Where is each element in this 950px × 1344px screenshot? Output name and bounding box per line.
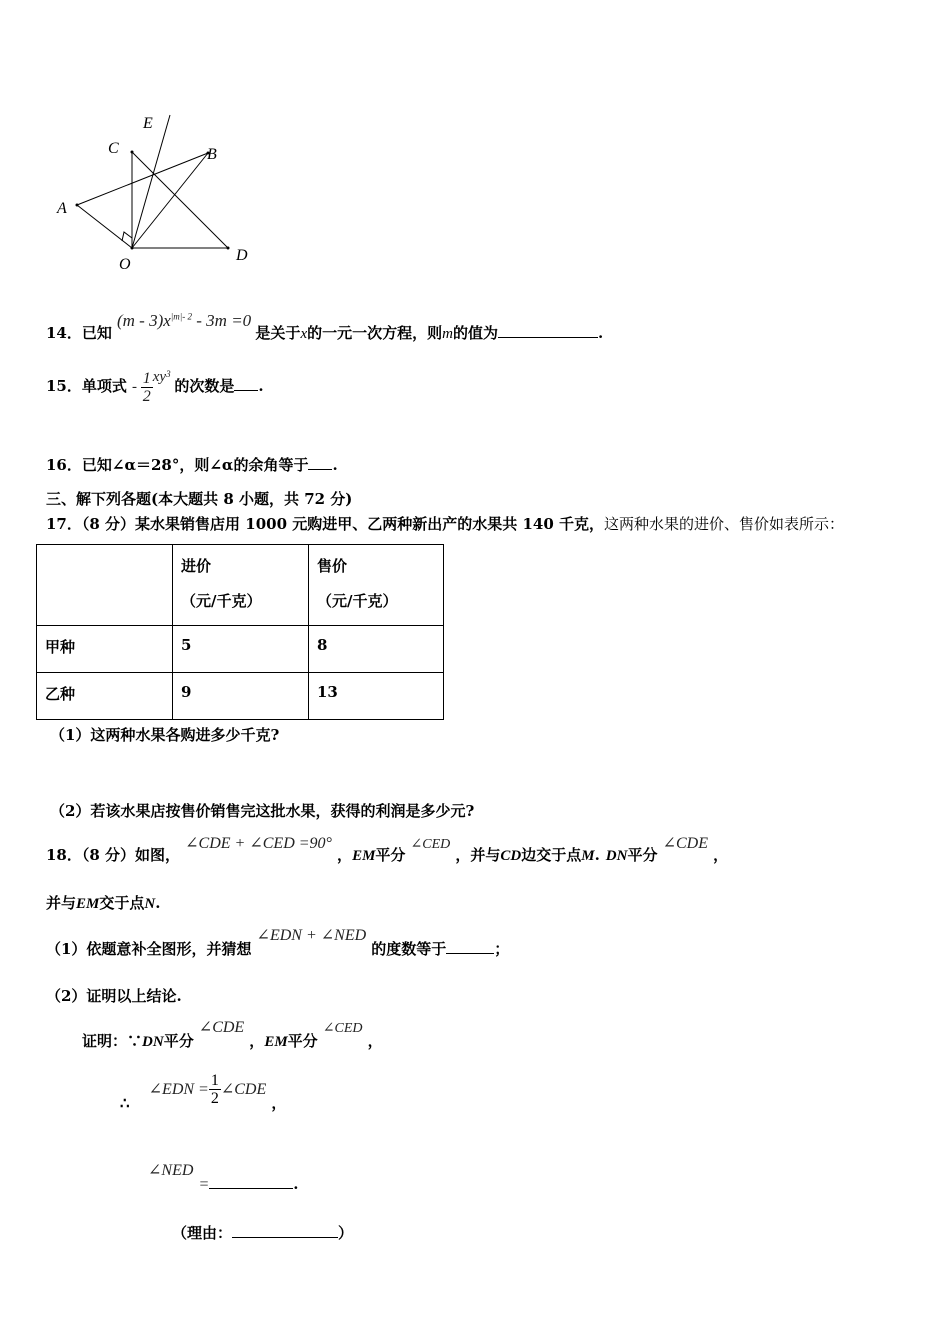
q14-mid: 是关于 [255,324,301,342]
q18-math-sum: ∠CDE + ∠CED =90° [185,835,332,852]
q18-point-m: M [581,848,595,864]
label-b: B [207,146,217,163]
label-o: O [119,256,131,273]
section-3-title: 三、解下列各题(本大题共 8 小题，共 72 分) [46,490,353,508]
table-cell: 甲种 [37,626,173,673]
table-row [37,673,444,720]
question-14 [46,312,603,352]
q15-answer-blank[interactable] [234,376,258,391]
proof-fraction: $\frac{1}{2}$ [210,1072,219,1107]
q18-math-cde: ∠CDE [662,835,708,852]
table-cell: 8 [309,626,444,673]
q18-em: EM [352,848,376,864]
line-oe [132,115,170,248]
q18-sub1: （1）依题意补全图形，并猜想 ∠EDN + ∠NED 的度数等于 ； [46,927,510,958]
q17-sub2: （2）若该水果店按售价销售完这批水果，获得的利润是多少元? [50,802,475,820]
q15-end: . [258,376,264,395]
table-header-cell [37,545,173,626]
q14-var-x: x [300,326,308,342]
q18-sub2: （2）证明以上结论. [46,987,182,1005]
q14-mid2: 的一元一次方程，则 [307,324,443,342]
reason-answer-blank[interactable] [232,1223,338,1238]
proof-line2: ∴ ∠EDN = $\frac{1}{2}\angle CDE$ ， [120,1072,287,1112]
label-a: A [57,200,67,217]
q18-sub1-math: ∠EDN + ∠NED [256,927,367,944]
proof-answer-blank[interactable] [209,1174,293,1189]
proof-line3: ∠NED = . [148,1162,299,1193]
q16-answer-blank[interactable] [308,455,332,470]
q16-end: . [332,456,338,474]
question-18-line2: 并与EM交于点N. [46,894,161,912]
table-header-cell: 进价 （元/千克） [173,545,309,626]
table-cell: 乙种 [37,673,173,720]
q17-sub1: （1）这两种水果各购进多少千克? [50,726,280,744]
right-angle-mark [122,232,132,241]
line-ab [77,153,208,205]
q18-dn: DN [605,848,628,864]
q17-intro-rest: 这两种水果的进价、售价如表所示： [603,515,844,533]
geometry-figure [50,105,270,285]
table-cell: 9 [173,673,309,720]
q14-equation: $(m - 3)x^{|m|- 2} - 3m =0$ [116,311,252,330]
question-15 [46,370,264,416]
q14-answer-blank[interactable] [498,323,598,338]
q18-cd: CD [500,848,522,864]
q14-end: . [597,324,604,342]
q16-text: 16．已知∠α＝28°，则∠α的余角等于 [46,456,309,474]
q15-suffix: 的次数是 [174,376,235,395]
q18-sub1-answer-blank[interactable] [446,939,494,954]
label-c: C [108,140,119,157]
question-16 [46,454,338,475]
q17-intro-bold: 17．（8 分）某水果销售店用 1000 元购进甲、乙两种新出产的水果共 140 千克， [46,515,604,533]
q14-var-m: m [442,326,453,342]
q15-number: 15． [46,376,82,395]
q18-math-ced: ∠CED [410,837,451,852]
q18-number: 18．（8 分）如图， [46,846,181,864]
therefore-symbol: ∴ [120,1094,130,1112]
q15-prefix: 单项式 [81,376,127,395]
table-cell: 13 [309,673,444,720]
proof-line1: 证明：∵DN平分 ∠CDE ，EM平分 ∠CED ， [82,1019,383,1050]
line-ao [77,205,132,248]
q15-monomial: - $\frac{1}{2}xy^3$ [131,368,171,405]
question-18-line1: 18．（8 分）如图， ∠CDE + ∠CED =90° ，EM平分 ∠CED ，并与CD边交于点M. DN平分 ∠CDE ， [46,835,729,864]
label-e: E [143,115,153,132]
line-ob [132,153,208,248]
table-header-cell: 售价 （元/千克） [309,545,444,626]
question-17-intro [46,513,844,534]
q14-number: 14． [46,324,82,342]
table-row [37,626,444,673]
table-header-row [37,545,444,626]
q14-suffix: 的值为 [452,324,498,342]
proof-reason: （理由： ） [172,1224,354,1242]
table-cell: 5 [173,626,309,673]
q15-fraction: $\frac{1}{2}$ [142,370,151,405]
label-d: D [236,247,248,264]
price-table [36,544,444,720]
q14-prefix: 已知 [81,324,112,342]
line-cd [132,152,228,248]
